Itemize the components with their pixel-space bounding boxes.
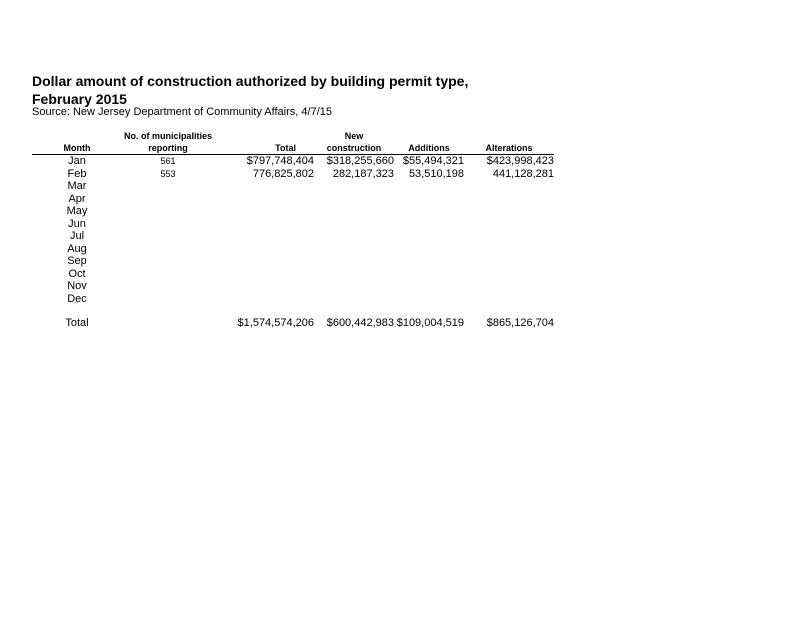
month-cell: Apr — [68, 192, 86, 205]
alterations-cell — [464, 268, 554, 281]
additions-cell — [394, 293, 464, 306]
new-construction-cell — [314, 180, 394, 193]
header-alterations: Alterations — [464, 142, 554, 155]
table-row — [32, 180, 554, 193]
additions-cell — [394, 268, 464, 281]
title-line-2: February 2015 — [32, 91, 127, 107]
alterations-cell — [464, 218, 554, 231]
additions-cell — [394, 230, 464, 243]
municipalities-cell — [122, 193, 214, 206]
municipalities-cell — [122, 180, 214, 193]
municipalities-cell — [122, 268, 214, 281]
new-construction-cell — [314, 280, 394, 293]
table-row — [32, 243, 554, 256]
title-line-1: Dollar amount of construction authorized by building permit type, — [32, 73, 469, 89]
month-cell: Nov — [67, 280, 87, 293]
table-row — [32, 193, 554, 206]
additions-cell — [394, 193, 464, 206]
alterations-cell — [464, 180, 554, 193]
table-row — [32, 205, 554, 218]
header-municipalities-line2: reporting — [122, 142, 214, 155]
month-cell: Oct — [68, 267, 86, 280]
header-new-line1: New — [344, 131, 364, 141]
header-blank-alterations — [464, 130, 554, 142]
total-cell — [214, 243, 314, 256]
total-cell — [214, 205, 314, 218]
header-total: Total — [214, 142, 314, 155]
additions-cell — [394, 280, 464, 293]
alterations-cell — [464, 205, 554, 218]
header-row-bottom — [32, 142, 554, 155]
new-construction-cell — [314, 293, 394, 306]
municipalities-cell: 561 — [160, 156, 176, 167]
month-cell: May — [66, 205, 88, 218]
table-row — [32, 218, 554, 231]
report-title — [32, 72, 468, 108]
month-cell: Jun — [68, 217, 86, 230]
alterations-cell — [464, 193, 554, 206]
totals-label: Total — [65, 317, 89, 330]
total-cell — [214, 230, 314, 243]
table-row — [32, 230, 554, 243]
month-cell: Jan — [68, 155, 86, 168]
additions-cell — [394, 205, 464, 218]
header-new-line2: construction — [314, 142, 394, 155]
alterations-cell — [464, 243, 554, 256]
municipalities-cell — [122, 218, 214, 231]
new-construction-cell — [314, 205, 394, 218]
table-header — [32, 130, 554, 155]
header-additions: Additions — [394, 142, 464, 155]
header-month: Month — [32, 142, 122, 155]
alterations-cell — [464, 280, 554, 293]
alterations-cell — [464, 293, 554, 306]
table-row — [32, 255, 554, 268]
alterations-cell: $423,998,423 — [486, 155, 554, 168]
new-construction-cell — [314, 268, 394, 281]
additions-cell — [394, 218, 464, 231]
month-cell: Sep — [67, 255, 87, 268]
total-cell — [214, 255, 314, 268]
table-row — [32, 268, 554, 281]
source-note: Source: New Jersey Department of Community Affairs, 4/7/15 — [32, 106, 332, 118]
alterations-cell — [464, 255, 554, 268]
total-cell: 776,825,802 — [252, 167, 314, 180]
totals-additions-cell: $109,004,519 — [396, 317, 464, 330]
header-blank-month — [32, 130, 122, 142]
new-construction-cell: $318,255,660 — [326, 155, 394, 168]
month-cell: Feb — [67, 167, 87, 180]
alterations-cell — [464, 230, 554, 243]
total-cell: $797,748,404 — [246, 155, 314, 168]
new-construction-cell — [314, 243, 394, 256]
header-blank-additions — [394, 130, 464, 142]
new-construction-cell — [314, 255, 394, 268]
month-cell: Aug — [67, 242, 87, 255]
total-cell — [214, 293, 314, 306]
new-construction-cell — [314, 218, 394, 231]
totals-new-construction-cell: $600,442,983 — [326, 317, 394, 330]
total-cell — [214, 180, 314, 193]
municipalities-cell — [122, 230, 214, 243]
month-cell: Dec — [67, 292, 87, 305]
total-cell — [214, 218, 314, 231]
new-construction-cell: 282,187,323 — [332, 167, 394, 180]
month-cell: Mar — [67, 180, 87, 193]
totals-row — [32, 317, 554, 330]
month-cell: Jul — [69, 230, 85, 243]
municipalities-cell: 553 — [160, 168, 176, 179]
additions-cell — [394, 180, 464, 193]
totals-municipalities-cell — [122, 317, 214, 330]
new-construction-cell — [314, 193, 394, 206]
header-row-top — [32, 130, 554, 142]
alterations-cell: 441,128,281 — [492, 167, 554, 180]
header-blank-total — [214, 130, 314, 142]
permits-table — [32, 130, 554, 330]
table-body — [32, 155, 554, 306]
table-footer — [32, 305, 554, 330]
totals-total-cell: $1,574,574,206 — [237, 317, 314, 330]
municipalities-cell — [122, 205, 214, 218]
totals-alterations-cell: $865,126,704 — [486, 317, 554, 330]
municipalities-cell — [122, 255, 214, 268]
total-cell — [214, 268, 314, 281]
municipalities-cell — [122, 293, 214, 306]
table-row — [32, 168, 554, 181]
header-municipalities-line1: No. of municipalities — [123, 131, 212, 141]
additions-cell — [394, 243, 464, 256]
municipalities-cell — [122, 243, 214, 256]
new-construction-cell — [314, 230, 394, 243]
total-cell — [214, 193, 314, 206]
table-row — [32, 280, 554, 293]
spacer-row — [32, 305, 554, 317]
additions-cell — [394, 255, 464, 268]
additions-cell: 53,510,198 — [408, 167, 464, 180]
total-cell — [214, 280, 314, 293]
table-row — [32, 293, 554, 306]
table-row — [32, 155, 554, 168]
additions-cell: $55,494,321 — [402, 155, 464, 168]
municipalities-cell — [122, 280, 214, 293]
